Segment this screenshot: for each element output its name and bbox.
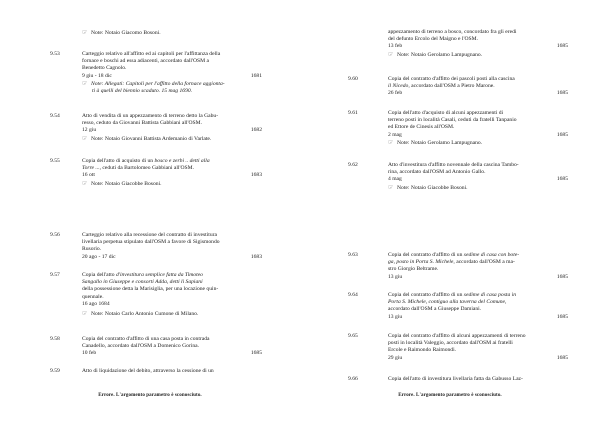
entry-year: 1681 [250, 72, 262, 79]
entry-dateline [388, 355, 568, 362]
note-text: Note: Notaio Gerolamo Lampugnano. [397, 139, 483, 146]
entry-text: Canadello, accordato dall'OSM a Domenico Gorina. [82, 343, 200, 350]
entry-dateline [82, 73, 262, 80]
entry-dateline [388, 90, 568, 97]
entry-text: Copia del contratto d'affitto dei pascoli posti alla cascina [388, 76, 515, 82]
entry-date: 29 giu [388, 354, 403, 361]
entry-dateline [82, 127, 262, 134]
entry-year: 1685 [556, 273, 568, 280]
note-text: Note: Notaio Giacobbe Bosoni. [91, 180, 162, 187]
entry-text-italic: sedime di casa con bote- [463, 252, 520, 258]
entry-year: 1685 [250, 350, 262, 357]
pen-note-icon: ☞ [388, 51, 394, 58]
entry-text-italic: d'investitura semplice fatta da Timoteo [115, 272, 203, 278]
entry-text-italic: ga, posto in Porta S. Michele [388, 259, 454, 266]
entry-text: livellaria perpetua stipulato dall'OSM a favore di Sigismondo [82, 239, 220, 246]
entry-text: posti in località Valeggio, accordato dall'OSM ai fratelli [388, 340, 513, 347]
entry-number: 9.54 [50, 113, 60, 119]
pen-note-icon: ☞ [388, 184, 394, 191]
entry-dateline [82, 172, 262, 179]
entry-date: 20 ago - 17 dic [82, 253, 116, 260]
entry-text: appezzamento di terreno a bosco, concordato fra gli eredi [388, 29, 517, 35]
entry-text: , [504, 299, 507, 306]
entry-text: Rusorio. [82, 246, 102, 253]
entry-dateline [82, 301, 262, 308]
entry-text: Copia dell'atto d'acquisto di alcuni appezzamenti di [388, 110, 504, 116]
entry-text: Carteggio relativo alla recessione del contratto di investitura [82, 232, 217, 238]
entry-number: 9.61 [348, 110, 358, 116]
entry-year: 1685 [556, 176, 568, 183]
entry-number: 9.59 [50, 368, 60, 374]
entry-text-italic: Torre ... [82, 165, 100, 172]
entry-number: 9.63 [348, 252, 358, 258]
entry-year: 1683 [250, 172, 262, 179]
entry-text: , accordato dall'OSM a Pietro Marone. [408, 83, 495, 90]
entry-date: 26 feb [388, 90, 403, 97]
entry-number: 9.55 [50, 158, 60, 164]
pen-note-icon: ☞ [82, 80, 88, 87]
entry-text: , accordato dall'OSM a ma- [453, 259, 515, 266]
entry-date: 10 feb [82, 350, 97, 357]
entry-text: fornace e boschi ad essa adiacenti, accordato dall'OSM a [82, 58, 209, 65]
note-text: Note: Notaio Giacobbe Bosoni. [397, 184, 468, 191]
entry-text: , ceduti da Bartolomeo Gabbiani all'OSM. [99, 165, 194, 172]
entry-number: 9.60 [348, 76, 358, 82]
entry-date: 16 ott [82, 172, 95, 179]
note-text: Note: Notaio Gerolamo Lampugnano. [397, 51, 483, 58]
entry-text: accordato dall'OSM a Giuseppe Damiani. [388, 306, 482, 313]
entry-text: Copia del contratto d'affitto di alcuni appezzamenti di terreno [388, 333, 526, 339]
entry-dateline [388, 132, 568, 139]
pen-note-icon: ☞ [388, 139, 394, 146]
entry-number: 9.56 [50, 232, 60, 238]
entry-text: stro Giorgio Beltrame. [388, 266, 439, 273]
entry-text: resso, ceduto da Giovanni Battista Gabbiani all'OSM. [82, 120, 203, 127]
entry-text: Ercole e Raimondo Raimondi. [388, 347, 457, 354]
entry-year: 1682 [250, 127, 262, 134]
note-text: Note: Notaio Giacomo Bosoni. [91, 30, 161, 36]
entry-text: ed Ettore de Cinesis all'OSM. [388, 124, 455, 131]
entry-text: Atto di vendita di un appezzamento di terreno detto la Gabu- [82, 113, 219, 119]
pen-note-icon: ☞ [82, 30, 88, 36]
entry-year: 1685 [556, 313, 568, 320]
entry-number: 9.64 [348, 292, 358, 298]
entry-number: 9.53 [50, 51, 60, 57]
entry-text: della possessione detta la Marisiglia, per una locazione quin- [82, 286, 219, 293]
note-text: Note: Notaio Carlo Antonio Cumone di Milano. [91, 311, 199, 318]
entry-date: 16 ago 1684 [82, 300, 110, 307]
entry-date: 13 giu [388, 313, 403, 320]
entry-date: 4 mag [388, 176, 402, 183]
entry-dateline [82, 350, 262, 357]
entry-date: 12 giu [82, 127, 97, 134]
entry-date: 2 mag [388, 131, 402, 138]
right-page [300, 0, 600, 424]
entry-number: 9.66 [348, 376, 358, 382]
entry-text: Copia del contratto d'affitto di un [388, 292, 464, 298]
entry-dateline [388, 274, 568, 281]
entry-dateline [82, 254, 262, 261]
entry-date: 13 feb [388, 43, 403, 50]
entry-year: 1685 [556, 90, 568, 97]
entry-text: Copia del contratto d'affitto di un [388, 252, 464, 258]
pen-note-icon: ☞ [82, 180, 88, 187]
entry-text-italic: il Nicedo [388, 83, 409, 90]
entry-year: 1685 [556, 354, 568, 361]
entry-text: Copia del contratto d'affitto di una casa posta in contrada [82, 336, 210, 342]
note-text: Note: Allegati: Capitoli per l'affitto della fornace aggionta- [91, 80, 225, 87]
page-footer: Errore. L'argomento parametro è sconosciuto. [98, 393, 202, 398]
entry-text: rina, accordato dall'OSM ad Antonio Gallo. [388, 169, 486, 176]
page-footer: Errore. L'argomento parametro è sconosciuto. [398, 393, 502, 398]
pen-note-icon: ☞ [82, 311, 88, 318]
entry-text: del defunto Ercolo del Maigno e l'OSM. [388, 36, 479, 43]
entry-text: Copia dell'atto [82, 272, 116, 278]
entry-text: terreno posti in località Casali, ceduti da fratelli Tanpanio [388, 117, 517, 124]
entry-text-italic: sedime di casa posta in [463, 292, 517, 298]
entry-dateline [388, 43, 568, 50]
note-text: Note: Notaio Giovanni Battista Ardemanio di Varlate. [91, 135, 212, 142]
entry-number: 9.65 [348, 333, 358, 339]
entry-dateline [388, 314, 568, 321]
entry-dateline [388, 176, 568, 183]
entry-text: Carteggio relativo all'affitto ed ai capitoli per l'affittanza della [82, 51, 221, 57]
entry-text: Copia dell'atto di investitura livellaria fatta da Gabusso Laz- [388, 376, 523, 382]
note-text: ti à quelli del biennio scaduto. 15 mag 1690. [92, 88, 193, 95]
entry-year: 1683 [250, 253, 262, 260]
entry-number: 9.62 [348, 162, 358, 168]
entry-date: 13 giu [388, 273, 403, 280]
entry-text-italic: Porta S. Michele, contiguo alla taverna del Comune [388, 299, 505, 306]
entry-number: 9.57 [50, 272, 60, 278]
entry-text: Benedetto Cagnolo. [82, 65, 127, 72]
entry-text-italic: Sangallo in Giuseppe e consorti Adda, detti li Sapiani [82, 279, 203, 286]
entry-date: 9 giu - 18 dic [82, 72, 112, 79]
entry-year: 1685 [556, 43, 568, 50]
pen-note-icon: ☞ [82, 135, 88, 142]
entry-text: Atto d'investitura d'affitto novennale della cascina Tambo- [388, 162, 519, 168]
entry-year: 1685 [556, 131, 568, 138]
entry-text-italic: bosco e zerbi .. detti alla [154, 158, 210, 164]
entry-text: Copia dell'atto di acquisto di un [82, 158, 155, 164]
entry-text: Atto di liquidazione del debito, attraverso la cessione di un [82, 368, 214, 374]
entry-number: 9.58 [50, 336, 60, 342]
entry-text: quennale. [82, 293, 104, 300]
